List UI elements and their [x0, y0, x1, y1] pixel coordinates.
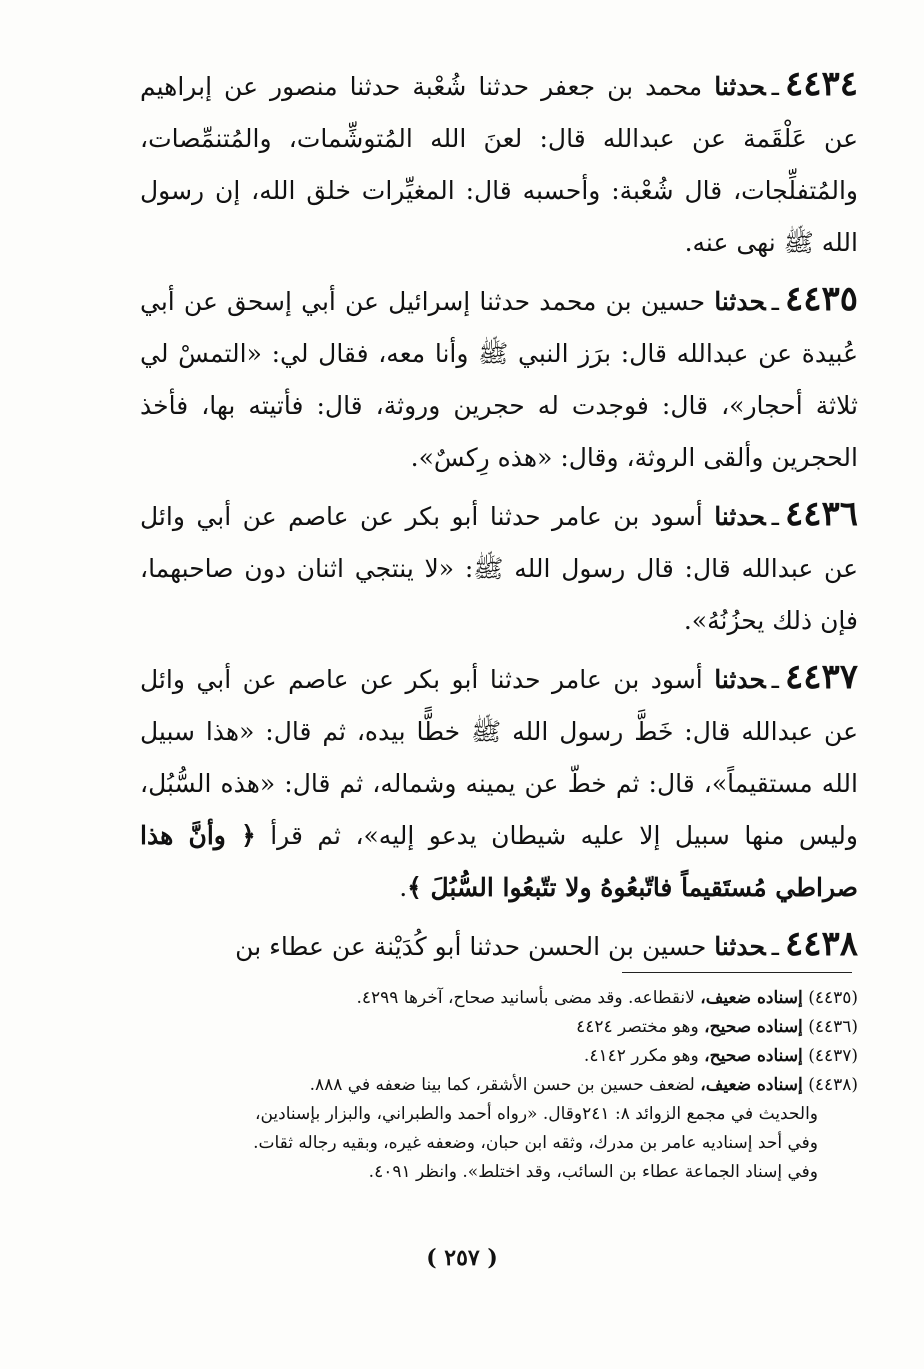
footnote-label: إسناده ضعيف،: [700, 1075, 803, 1095]
footnote-label: إسناده ضعيف،: [700, 988, 803, 1008]
hadith-number: ٤٤٣٥: [784, 279, 859, 319]
hadith-4434: [140, 58, 858, 269]
hadith-lead: حدثنا: [714, 502, 766, 531]
footnote-label: إسناده صحيح،: [704, 1046, 803, 1066]
footnote-text: لانقطاعه. وقد مضى بأسانيد صحاح، آخرها ٤٢٩٩.: [356, 988, 695, 1008]
footnote-label: إسناده صحيح،: [704, 1017, 803, 1037]
quran-verse: ﴿ وأنَّ هذا صراطي مُستَقيماً فاتّبعُوهُ ولا تتّبعُوا السُّبُلَ ﴾: [140, 821, 858, 902]
hadith-dash: ـ: [771, 502, 779, 531]
footnote-4438: [140, 1071, 858, 1187]
hadith-lead: حدثنا: [714, 665, 766, 694]
hadith-dash: ـ: [771, 72, 779, 101]
hadith-dash: ـ: [771, 287, 779, 316]
hadith-text: محمد بن جعفر حدثنا شُعْبة حدثنا منصور عن إبراهيم عن عَلْقَمة عن عبدالله قال: لعنَ الله المُتوشِّمات، والمُتنمِّصات، والمُتفلِّجات، قال شُعْبة: وأحسبه قال: المغيِّرات خلق الله، إن رسول الله ﷺ نهى عنه.: [140, 72, 858, 257]
hadith-text: حسين بن محمد حدثنا إسرائيل عن أبي إسحق عن أبي عُبيدة عن عبدالله قال: برَز النبي ﷺ وأنا معه، فقال لي: «التمسْ لي ثلاثة أحجار»، قال: فوجدت له حجرين وروثة، قال: فأتيته بها، فأخذ الحجرين وألقى الروثة، وقال: «هذه رِكسٌ».: [140, 287, 858, 472]
footnote-text: لضعف حسين بن حسن الأشقر، كما بينا ضعفه في ٨٨٨.: [309, 1075, 695, 1095]
footnote-4436: [140, 1013, 858, 1042]
footnote-line: وفي أحد إسناديه عامر بن مدرك، وثقه ابن حبان، وضعفه غيره، وبقيه رجاله ثقات.: [253, 1133, 818, 1153]
hadith-number: ٤٤٣٦: [784, 494, 858, 534]
hadith-list: [140, 58, 858, 977]
footnote-4437: [140, 1042, 858, 1071]
footnote-ref: (٤٤٣٨): [808, 1075, 858, 1095]
footnote-text: وهو مكرر ٤١٤٢.: [583, 1046, 699, 1066]
footnote-ref: (٤٤٣٧): [808, 1046, 858, 1066]
hadith-tail: .: [399, 873, 408, 902]
hadith-lead: حدثنا: [714, 287, 766, 316]
footnote-4435: [140, 984, 858, 1013]
hadith-lead: حدثنا: [714, 72, 766, 101]
footnote-continuation: [140, 1100, 858, 1187]
hadith-4436: [140, 488, 858, 647]
footnote-text: وهو مختصر ٤٤٢٤: [576, 1017, 699, 1037]
hadith-4438: [140, 918, 858, 973]
hadith-dash: ـ: [771, 932, 779, 961]
footnote-divider: [622, 972, 852, 973]
hadith-number: ٤٤٣٨: [784, 924, 858, 964]
hadith-dash: ـ: [771, 665, 779, 694]
footnotes: [140, 984, 858, 1187]
hadith-text: أسود بن عامر حدثنا أبو بكر عن عاصم عن أبي وائل عن عبدالله قال: خَطَّ رسول الله ﷺ خطًّا بيده، ثم قال: «هذا سبيل الله مستقيماً»، قال: ثم خطّ عن يمينه وشماله، ثم قال: «هذه السُّبُل، وليس منها سبيل إلا عليه شيطان يدعو إليه»، ثم قرأ: [140, 665, 858, 850]
hadith-4437: [140, 651, 858, 914]
page-number: ( ٢٥٧ ): [426, 1245, 498, 1271]
hadith-lead: حدثنا: [714, 932, 766, 961]
hadith-text: حسين بن الحسن حدثنا أبو كُدَيْنة عن عطاء بن: [235, 932, 707, 961]
hadith-number: ٤٤٣٤: [784, 64, 858, 104]
footnote-ref: (٤٤٣٥): [808, 988, 858, 1008]
hadith-text: أسود بن عامر حدثنا أبو بكر عن عاصم عن أبي وائل عن عبدالله قال: قال رسول الله ﷺ: «لا ينتجي اثنان دون صاحبهما، فإن ذلك يحزُنُهُ».: [140, 502, 858, 635]
hadith-number: ٤٤٣٧: [784, 657, 858, 697]
footnote-ref: (٤٤٣٦): [808, 1017, 858, 1037]
footnote-line: والحديث في مجمع الزوائد ٨: ٢٤١وقال. «رواه أحمد والطبراني، والبزار بإسنادين،: [254, 1104, 818, 1124]
hadith-4435: [140, 273, 858, 484]
footnote-line: وفي إسناد الجماعة عطاء بن السائب، وقد اختلط». وانظر ٤٠٩١.: [368, 1162, 818, 1182]
